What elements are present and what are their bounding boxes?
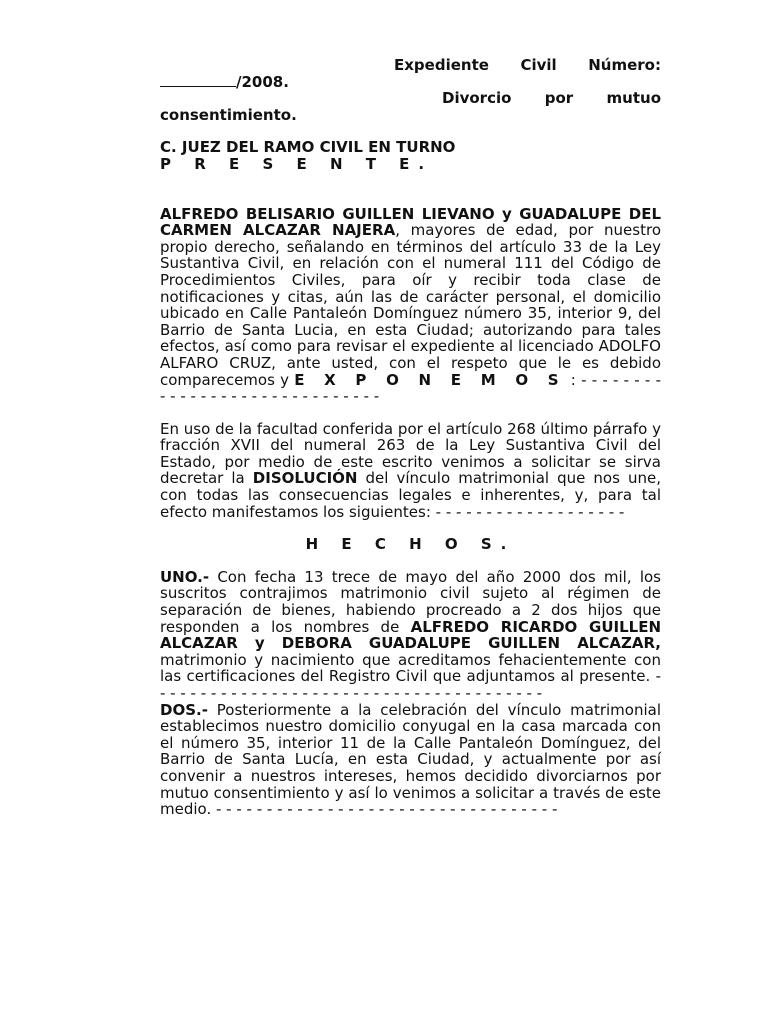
hecho-uno-children-names: ALFREDO RICARDO GUILLEN ALCAZAR y DEBORA GUADALUPE GUILLEN ALCAZAR, xyxy=(160,617,662,653)
addressee-block xyxy=(160,139,661,172)
exponemos-word: E X P O N E M O S xyxy=(294,370,566,389)
addressee-presente: P R E S E N T E. xyxy=(160,154,434,173)
intro-dashes: : - - - - - - - - - - - - - - - - - - - - - - - - - - - - - - xyxy=(160,370,661,406)
addressee-judge: C. JUEZ DEL RAMO CIVIL EN TURNO xyxy=(160,138,456,157)
asunto-line-2: consentimiento. xyxy=(160,105,297,124)
petition-paragraph xyxy=(160,421,661,521)
case-header xyxy=(160,57,661,123)
hecho-uno-label: UNO.- xyxy=(160,567,210,586)
hecho-uno-text: Con fecha 13 trece de mayo del año 2000 dos mil, los suscritos contrajimos matrimonio civil sujeto al régimen de separación de bienes, habiendo procreado a 2 dos hijos que responden a los nombres de xyxy=(160,567,661,636)
hecho-dos xyxy=(160,702,661,818)
asunto-line-1: Divorcio por mutuo xyxy=(442,89,661,108)
petitioner-names: ALFREDO BELISARIO GUILLEN LIEVANO y GUADALUPE DEL CARMEN ALCAZAR NAJERA xyxy=(160,204,661,240)
hecho-dos-text: Posteriormente a la celebración del vínculo matrimonial establecimos nuestro domicilio conyugal en la casa marcada con el número 35, interior 11 de la Calle Pantaleón Domínguez, del Barrio de Santa Lucía, en esta Ciudad, y actualmente por así convenir a nuestros intereses, hemos decidido divorciarnos por mutuo consentimiento y así lo venimos a solicitar a través de este medio. - - - - - - - - - - - - - - - - - - - - - - - - - - - - - - - - - - xyxy=(160,700,661,819)
hechos-title: H E C H O S. xyxy=(305,535,516,554)
petition-bold-word: DISOLUCIÓN xyxy=(252,469,358,488)
hecho-dos-label: DOS.- xyxy=(160,700,208,719)
document-page xyxy=(160,57,661,818)
intro-text: , mayores de edad, por nuestro propio derecho, señalando en términos del artículo 33 de la Ley Sustantiva Civil, en relación con el numeral 111 del Código de Procedimientos Civiles, para oír y recibir toda clase de notificaciones y citas, aún las de carácter personal, el domicilio ubicado en Calle Pantaleón Domínguez número 35, interior 9, del Barrio de Santa Lucia, en esta Ciudad; autorizando para tales efectos, así como para revisar el expediente al licenciado ADOLFO ALFARO CRUZ, ante usted, con el respeto que le es debido comparecemos y xyxy=(160,221,662,389)
petition-text-after: del vínculo matrimonial que nos une, con todas las consecuencias legales e inherentes, y, para tal efecto manifestamos los siguientes: - - - - - - - - - - - - - - - - - - - xyxy=(160,469,661,521)
petition-text-before: En uso de la facultad conferida por el artículo 268 último párrafo y fracción XVII del numeral 263 de la Ley Sustantiva Civil del Estado, por medio de este escrito venimos a solicitar se sirva decretar la xyxy=(160,419,661,488)
hecho-uno-text-after: matrimonio y nacimiento que acreditamos fehacientemente con las certificaciones del Registro Civil que adjuntamos al presente. - - - - - - - - - - - - - - - - - - - - - - - - - - - - - - - - - - - - - - - xyxy=(160,650,661,702)
expediente-label: Expediente Civil Número: xyxy=(394,56,661,74)
intro-paragraph xyxy=(160,206,661,405)
case-number-blank xyxy=(160,76,236,87)
expediente-number: /2008. xyxy=(160,74,661,91)
hecho-uno xyxy=(160,569,661,702)
